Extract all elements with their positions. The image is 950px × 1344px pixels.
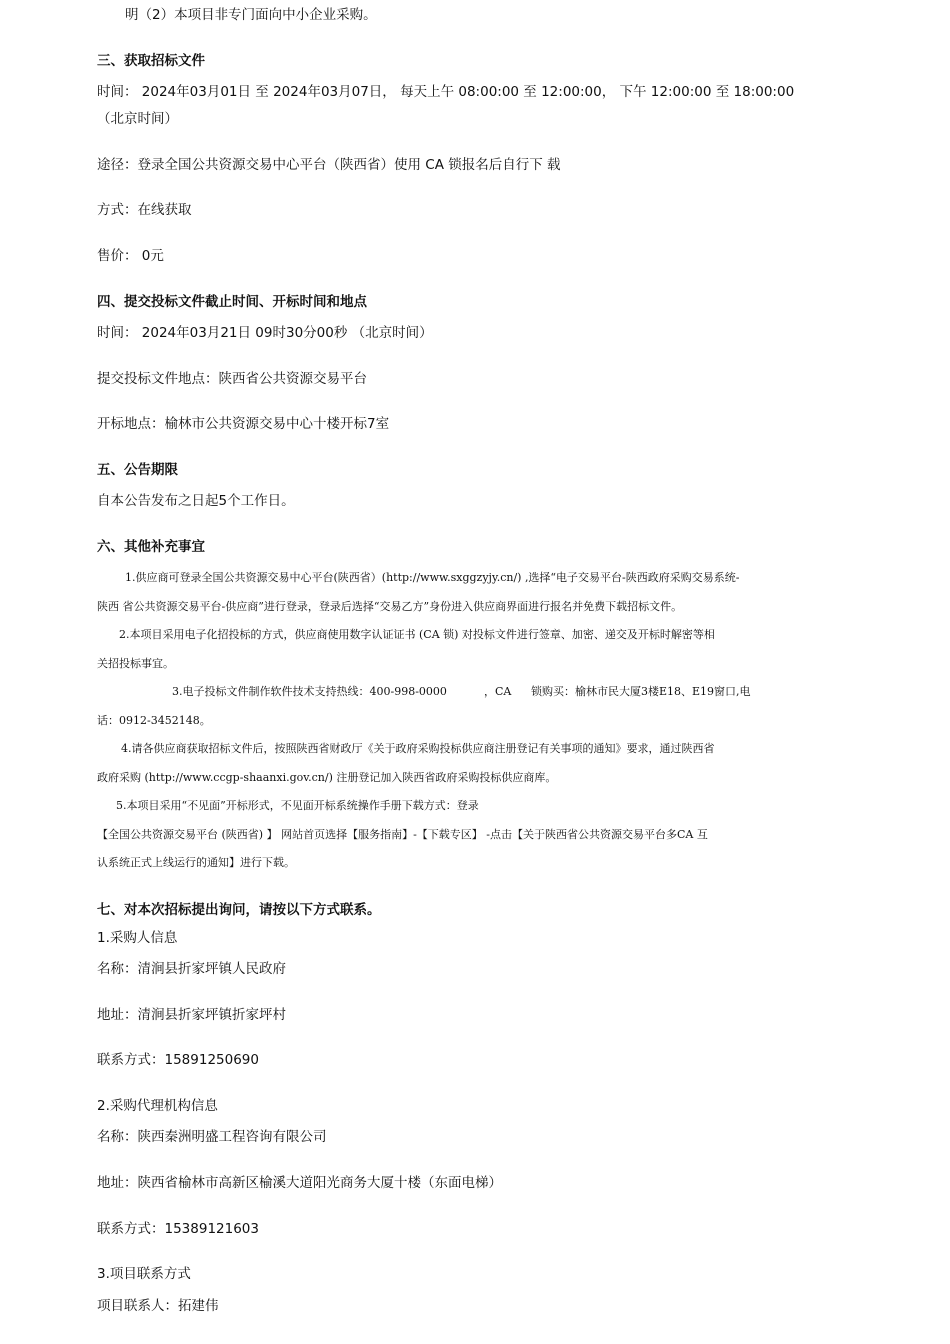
note-line: 认系统正式上线运行的通知】进行下载。: [97, 856, 295, 869]
text-line: 时间： 2024年03月21日 09时30分00秒 （北京时间）: [97, 325, 433, 341]
note-line: 5.本项目采用“不见面”开标形式，不见面开标系统操作手册下载方式：登录: [116, 799, 479, 812]
section-heading-6: 六、其他补充事宜: [97, 539, 205, 555]
text-line: 项目联系人：拓建伟: [97, 1298, 219, 1314]
contact-subheading: 2.采购代理机构信息: [97, 1098, 218, 1114]
note-line: ，CA: [484, 685, 512, 698]
text-line: 提交投标文件地点：陕西省公共资源交易平台: [97, 371, 367, 387]
note-line: 关招投标事宜。: [97, 657, 174, 670]
text-line: 明（2）本项目非专门面向中小企业采购。: [125, 7, 377, 23]
text-line: 名称：清涧县折家坪镇人民政府: [97, 961, 286, 977]
section-heading-7: 七、对本次招标提出询问，请按以下方式联系。: [97, 902, 381, 918]
note-line: 政府采购 (http://www.ccgp-shaanxi.gov.cn/) 注册登记加入陕西省政府采购投标供应商库。: [97, 771, 557, 784]
note-line: 1.供应商可登录全国公共资源交易中心平台(陕西省）(http://www.sxggzyjy.cn/) ,选择“电子交易平台-陕西政府采购交易系统-: [125, 571, 740, 584]
contact-subheading: 3.项目联系方式: [97, 1266, 191, 1282]
text-line: 开标地点：榆林市公共资源交易中心十楼开标7室: [97, 416, 390, 432]
note-line: 2.本项目采用电子化招投标的方式，供应商使用数字认证证书 (CA 锁) 对投标文件进行签章、加密、递交及开标时解密等相: [119, 628, 715, 641]
note-line: 3.电子投标文件制作软件技术支持热线：400-998-0000: [172, 685, 447, 698]
section-heading-3: 三、获取招标文件: [97, 53, 205, 69]
text-line: 途径：登录全国公共资源交易中心平台（陕西省）使用 CA 锁报名后自行下 载: [97, 157, 561, 173]
text-line: 名称：陕西秦洲明盛工程咨询有限公司: [97, 1129, 327, 1145]
note-line: 【全国公共资源交易平台 (陕西省) 】 网站首页选择【服务指南】-【下载专区】 -点击【关于陕西省公共资源交易平台多CA 互: [97, 828, 708, 841]
contact-subheading: 1.采购人信息: [97, 930, 178, 946]
note-line: 话：0912-3452148。: [97, 714, 211, 727]
section-heading-5: 五、公告期限: [97, 462, 178, 478]
note-line: 陕西 省公共资源交易平台-供应商”进行登录，登录后选择“交易乙方”身份进入供应商界面进行报名并免费下载招标文件。: [97, 600, 683, 613]
section-heading-4: 四、提交投标文件截止时间、开标时间和地点: [97, 294, 367, 310]
text-line: 时间： 2024年03月01日 至 2024年03月07日， 每天上午 08:00:00 至 12:00:00， 下午 12:00:00 至 18:00:00: [97, 84, 795, 100]
text-line: 方式：在线获取: [97, 202, 192, 218]
text-line: （北京时间）: [97, 111, 178, 127]
note-line: 锁购买：榆林市民大厦3楼E18、E19窗口,电: [531, 685, 751, 698]
text-line: 自本公告发布之日起5个工作日。: [97, 493, 295, 509]
note-line: 4.请各供应商获取招标文件后，按照陕西省财政厅《关于政府采购投标供应商注册登记有关事项的通知》要求，通过陕西省: [121, 742, 715, 755]
text-line: 联系方式：15389121603: [97, 1221, 259, 1237]
text-line: 联系方式：15891250690: [97, 1052, 259, 1068]
text-line: 售价： 0元: [97, 248, 164, 264]
text-line: 地址：清涧县折家坪镇折家坪村: [97, 1007, 286, 1023]
text-line: 地址：陕西省榆林市高新区榆溪大道阳光商务大厦十楼（东面电梯）: [97, 1175, 502, 1191]
